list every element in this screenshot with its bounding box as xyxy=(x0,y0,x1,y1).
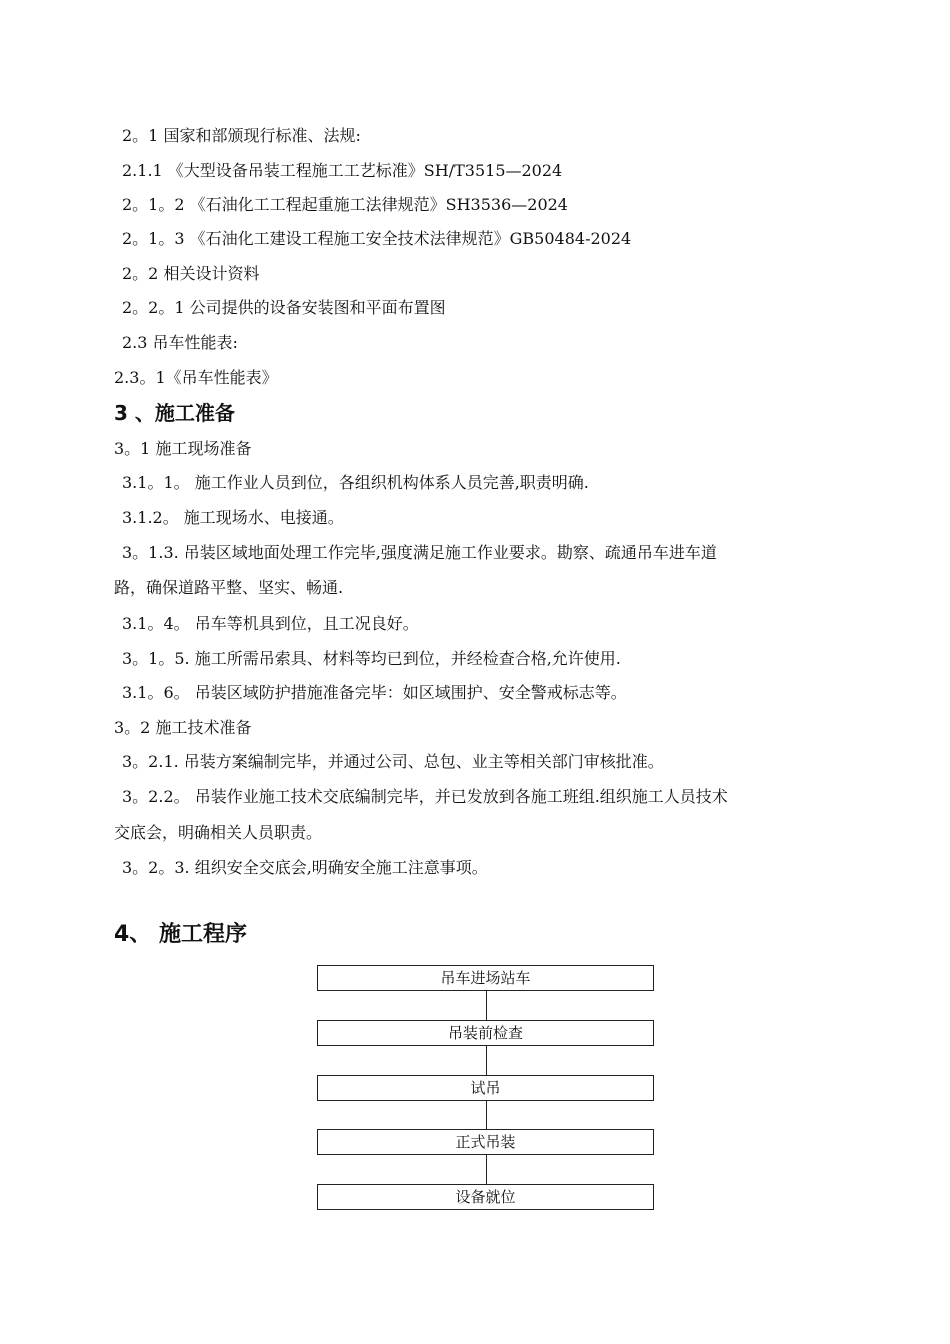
section-heading: 4、 施工程序 xyxy=(114,922,247,947)
text-line: 2。2。1 公司提供的设备安装图和平面布置图 xyxy=(122,298,446,317)
text-line: 3。2 施工技术准备 xyxy=(114,718,252,737)
text-line: 3。2.1. 吊装方案编制完毕，并通过公司、总包、业主等相关部门审核批准。 xyxy=(122,752,664,771)
text-line: 2.3 吊车性能表: xyxy=(122,333,238,352)
flow-connector xyxy=(486,991,487,1020)
text-line: 2。1。3 《石油化工建设工程施工安全技术法律规范》GB50484-2024 xyxy=(122,229,632,248)
flow-step: 设备就位 xyxy=(317,1184,654,1210)
text-line: 3。1 施工现场准备 xyxy=(114,439,252,458)
text-line: 3.1。4。 吊车等机具到位，且工况良好。 xyxy=(122,614,419,633)
flow-step: 吊车进场站车 xyxy=(317,965,654,991)
flow-step: 吊装前检查 xyxy=(317,1020,654,1046)
flow-step: 试吊 xyxy=(317,1075,654,1101)
text-line: 3。1.3. 吊装区域地面处理工作完毕,强度满足施工作业要求。勘察、疏通吊车进车道 xyxy=(122,543,717,562)
section-heading: 3 、施工准备 xyxy=(114,401,235,425)
text-line: 2.1.1 《大型设备吊装工程施工工艺标准》SH/T3515—2024 xyxy=(122,161,563,180)
text-line: 3。2.2。 吊装作业施工技术交底编制完毕，并已发放到各施工班组.组织施工人员技术 xyxy=(122,787,728,806)
text-line: 2。1。2 《石油化工工程起重施工法律规范》SH3536—2024 xyxy=(122,195,568,214)
text-line: 3。2。3. 组织安全交底会,明确安全施工注意事项。 xyxy=(122,858,488,877)
text-line: 2。1 国家和部颁现行标准、法规: xyxy=(122,126,361,145)
text-line: 交底会，明确相关人员职责。 xyxy=(114,823,323,842)
flow-connector xyxy=(486,1046,487,1075)
flow-connector xyxy=(486,1155,487,1184)
text-line: 3.1。6。 吊装区域防护措施准备完毕：如区域围护、安全警戒标志等。 xyxy=(122,683,627,702)
text-line: 路，确保道路平整、坚实、畅通. xyxy=(114,578,344,597)
text-line: 3.1.2。 施工现场水、电接通。 xyxy=(122,508,344,527)
text-line: 2。2 相关设计资料 xyxy=(122,264,260,283)
text-line: 3.1。1。 施工作业人员到位，各组织机构体系人员完善,职责明确. xyxy=(122,473,589,492)
flow-step: 正式吊装 xyxy=(317,1129,654,1155)
flow-connector xyxy=(486,1101,487,1129)
text-line: 3。1。5. 施工所需吊索具、材料等均已到位，并经检查合格,允许使用. xyxy=(122,649,621,668)
text-line: 2.3。1《吊车性能表》 xyxy=(114,368,278,387)
